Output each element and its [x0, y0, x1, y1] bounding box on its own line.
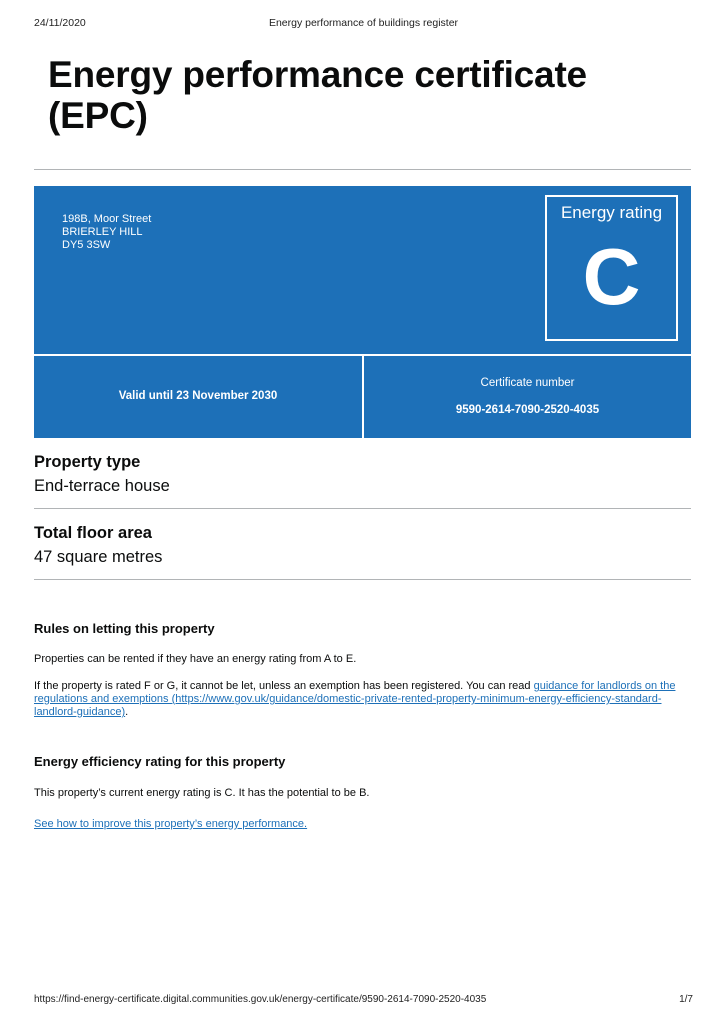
print-header	[34, 17, 693, 31]
letting-rules-text: Properties can be rented if they have an energy rating from A to E.	[34, 653, 357, 665]
improve-performance-link[interactable]: See how to improve this property’s energy performance.	[34, 818, 308, 830]
page-number: 1/7	[679, 994, 693, 1005]
certificate-number-label: Certificate number	[480, 377, 575, 389]
energy-rating-letter: C	[582, 232, 641, 321]
address-line: BRIERLEY HILL	[62, 226, 143, 238]
certificate-number-panel	[364, 356, 691, 438]
print-page-title: Energy performance of buildings register	[268, 17, 459, 29]
print-footer	[34, 994, 693, 1008]
efficiency-rating-heading: Energy efficiency rating for this property	[34, 754, 286, 769]
property-type-heading: Property type	[34, 453, 141, 471]
validity-panel	[34, 356, 362, 438]
floor-area-value: 47 square metres	[34, 548, 163, 566]
valid-until: Valid until 23 November 2030	[118, 390, 278, 402]
improve-performance-paragraph	[34, 818, 694, 831]
energy-rating-box	[545, 195, 678, 341]
address-line: 198B, Moor Street	[62, 213, 152, 225]
page-title: Energy performance certificate (EPC)	[48, 54, 587, 136]
property-address	[62, 213, 151, 252]
address-line: DY5 3SW	[62, 239, 111, 251]
divider	[34, 579, 691, 580]
certificate-summary-panel	[34, 186, 691, 354]
divider	[34, 169, 691, 170]
floor-area-heading: Total floor area	[34, 524, 152, 542]
property-type-value: End-terrace house	[34, 477, 170, 495]
letting-rules-heading: Rules on letting this property	[34, 621, 215, 636]
energy-rating-label: Energy rating	[560, 203, 663, 222]
exemptions-text: If the property is rated F or G, it cannot be let, unless an exemption has been registered. You can read	[34, 680, 534, 692]
print-date: 24/11/2020	[34, 17, 86, 29]
divider	[34, 508, 691, 509]
landlord-guidance-link[interactable]: guidance for landlords on the regulations and exemptions (https://www.gov.uk/guidance/domestic-private-rented-property-minimum-energy-efficiency-standard-landlord-guidance)	[34, 680, 676, 718]
certificate-number: 9590-2614-7090-2520-4035	[455, 404, 600, 416]
letting-exemptions-text	[34, 680, 692, 719]
print-url: https://find-energy-certificate.digital.communities.gov.uk/energy-certificate/9590-2614-7090-2520-4035	[34, 994, 487, 1005]
efficiency-rating-text: This property’s current energy rating is C. It has the potential to be B.	[34, 787, 370, 799]
exemptions-text-end: .	[125, 706, 129, 718]
